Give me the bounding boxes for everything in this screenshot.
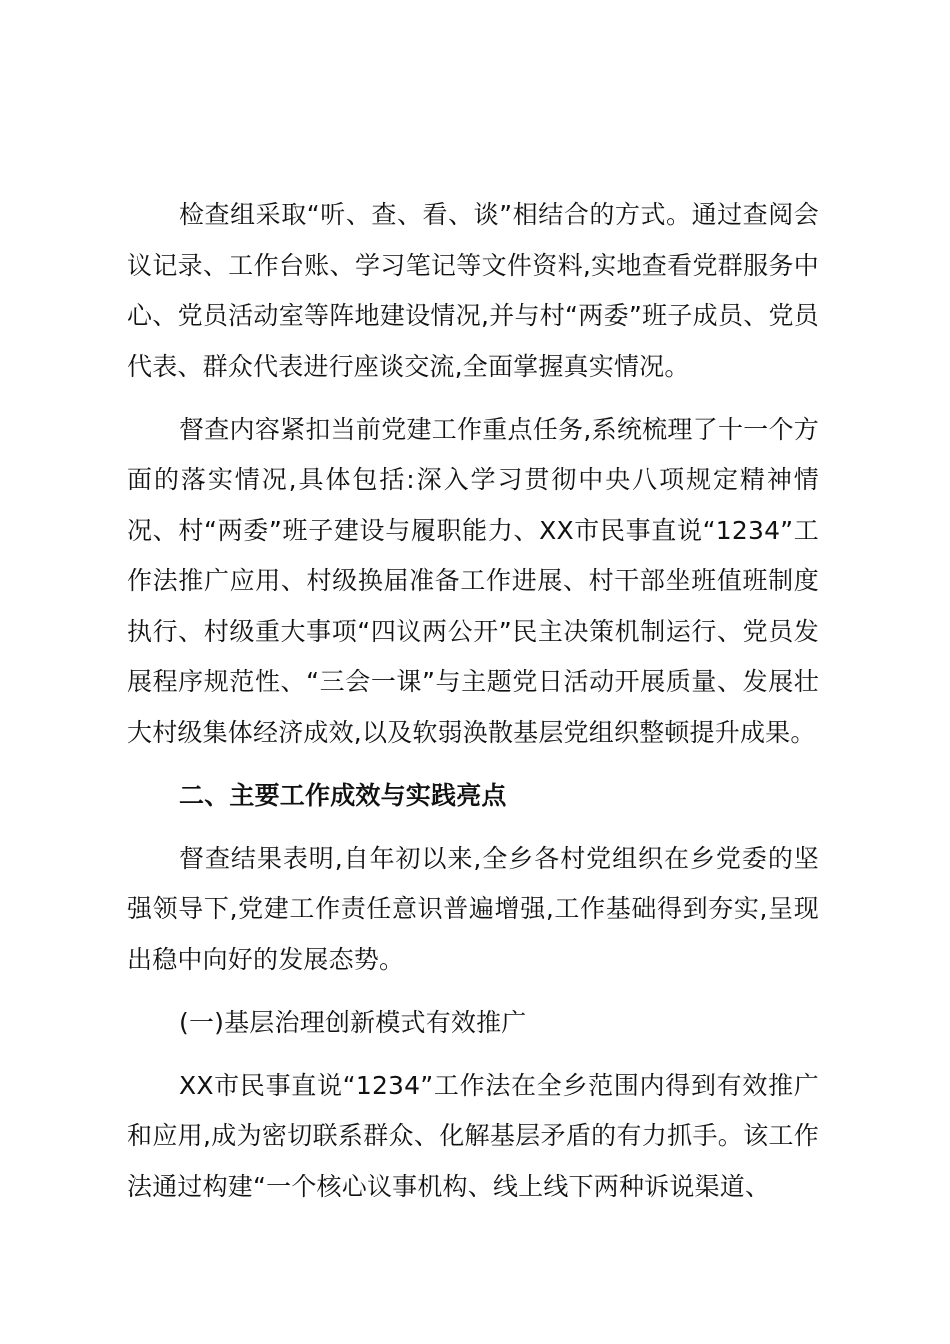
- section-heading: 二、主要工作成效与实践亮点: [179, 780, 507, 810]
- paragraph-inspection-content: 督查内容紧扣当前党建工作重点任务,系统梳理了十一个方面的落实情况,具体包括:深入学习贯彻中央八项规定精神情况、村“两委”班子建设与履职能力、XX市民事直说“1234”工作法推广应用、村级换届准备工作进展、村干部坐班值班制度执行、村级重大事项“四议两公开”民主决策机制运行、党员发展程序规范性、“三会一课”与主题党日活动开展质量、发展壮大村级集体经济成效,以及软弱涣散基层党组织整顿提升成果。: [127, 414, 819, 747]
- document-body: [127, 190, 819, 1225]
- paragraph-inspection-method: 检查组采取“听、查、看、谈”相结合的方式。通过查阅会议记录、工作台账、学习笔记等文件资料,实地查看党群服务中心、党员活动室等阵地建设情况,并与村“两委”班子成员、党员代表、群众代表进行座谈交流,全面掌握真实情况。: [127, 200, 819, 381]
- paragraph-subsection-body: XX市民事直说“1234”工作法在全乡范围内得到有效推广和应用,成为密切联系群众、化解基层矛盾的有力抓手。该工作法通过构建“一个核心议事机构、线上线下两种诉说渠道、: [127, 1070, 819, 1201]
- paragraph-summary: 督查结果表明,自年初以来,全乡各村党组织在乡党委的坚强领导下,党建工作责任意识普遍增强,工作基础得到夯实,呈现出稳中向好的发展态势。: [127, 843, 819, 974]
- subsection-heading: (一)基层治理创新模式有效推广: [179, 1007, 527, 1037]
